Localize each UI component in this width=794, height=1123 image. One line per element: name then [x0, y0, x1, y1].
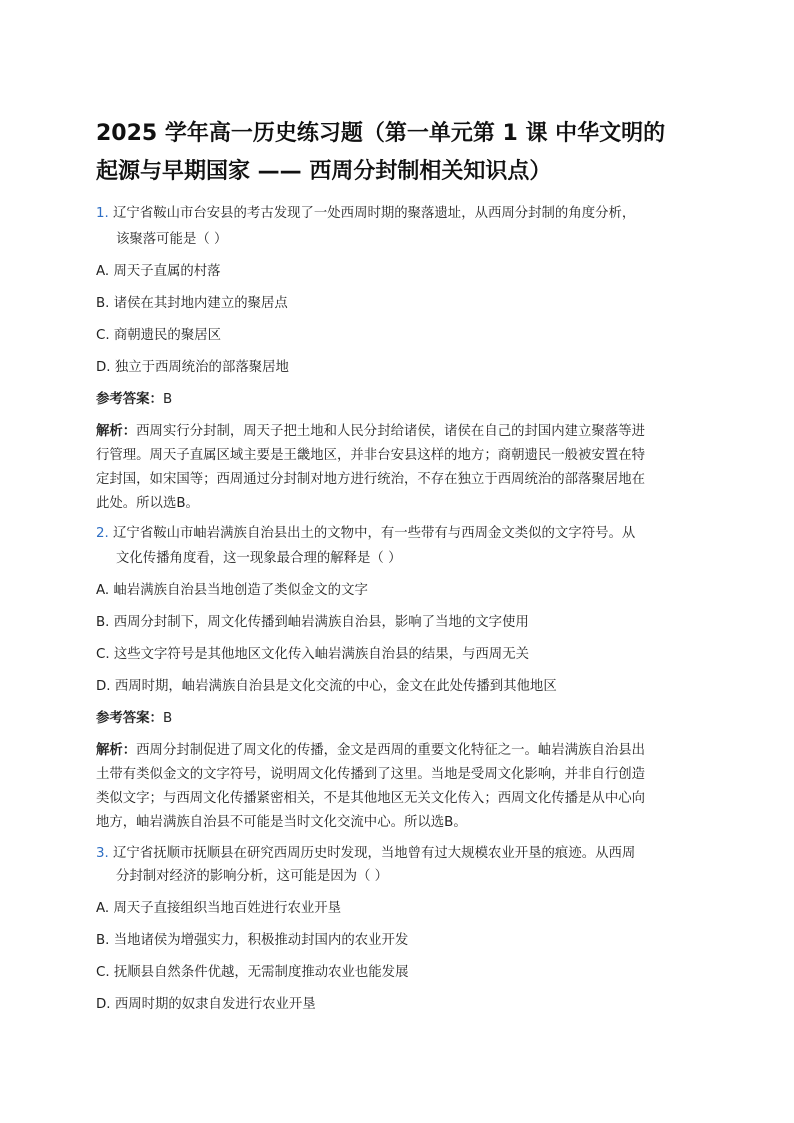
question-3-option-b: B. 当地诸侯为增强实力，积极推动封国内的农业开发 — [96, 933, 409, 948]
question-2-analysis-line-3: 类似文字；与西周文化传播紧密相关，不是其他地区无关文化传入；西周文化传播是从中心向 — [96, 791, 646, 806]
question-3-option-a: A. 周天子直接组织当地百姓进行农业开垦 — [96, 901, 342, 916]
question-1-option-b: B. 诸侯在其封地内建立的聚居点 — [96, 296, 288, 311]
question-1-analysis-line-3: 定封国，如宋国等；西周通过分封制对地方进行统治，不存在独立于西周统治的部落聚居地在 — [96, 472, 646, 487]
question-1-stem — [96, 205, 635, 223]
question-2-option-d: D. 西周时期，岫岩满族自治县是文化交流的中心，金文在此处传播到其他地区 — [96, 679, 557, 694]
analysis-label: 解析： — [96, 424, 137, 439]
question-stem-line: 辽宁省鞍山市台安县的考古发现了一处西周时期的聚落遗址，从西周分封制的角度分析， — [113, 206, 636, 221]
document-title-line-1: 2025 学年高一历史练习题（第一单元第 1 课 中华文明的 — [96, 121, 666, 146]
question-1-analysis-line-1 — [96, 423, 645, 441]
answer-label: 参考答案： — [96, 711, 163, 726]
question-2-analysis-line-2: 土带有类似金文的文字符号，说明周文化传播到了这里。当地是受周文化影响，并非自行创造 — [96, 767, 646, 782]
question-2-option-c: C. 这些文字符号是其他地区文化传入岫岩满族自治县的结果，与西周无关 — [96, 647, 529, 662]
question-1-answer — [96, 391, 172, 409]
question-1-analysis-line-2: 行管理。周天子直属区域主要是王畿地区，并非台安县这样的地方；商朝遗民一般被安置在特 — [96, 448, 646, 463]
question-stem-line: 辽宁省鞍山市岫岩满族自治县出土的文物中，有一些带有与西周金文类似的文字符号。从 — [113, 526, 636, 541]
question-2-stem-cont: 文化传播角度看，这一现象最合理的解释是（ ） — [116, 551, 402, 566]
question-number: 3. — [96, 846, 109, 861]
question-1-option-d: D. 独立于西周统治的部落聚居地 — [96, 360, 289, 375]
question-3-stem-cont: 分封制对经济的影响分析，这可能是因为（ ） — [116, 869, 389, 884]
question-2-analysis-line-1 — [96, 742, 645, 760]
question-2-option-a: A. 岫岩满族自治县当地创造了类似金文的文字 — [96, 583, 368, 598]
document-title-line-2: 起源与早期国家 —— 西周分封制相关知识点） — [96, 159, 552, 184]
question-1-option-c: C. 商朝遗民的聚居区 — [96, 328, 221, 343]
question-2-analysis-line-4: 地方，岫岩满族自治县不可能是当时文化交流中心。所以选B。 — [96, 815, 467, 830]
question-3-option-c: C. 抚顺县自然条件优越，无需制度推动农业也能发展 — [96, 965, 409, 980]
question-3-option-d: D. 西周时期的奴隶自发进行农业开垦 — [96, 997, 316, 1012]
question-number: 2. — [96, 526, 109, 541]
question-2-answer — [96, 710, 172, 728]
question-number: 1. — [96, 206, 109, 221]
answer-value: B — [162, 711, 173, 726]
analysis-text: 西周分封制促进了周文化的传播，金文是西周的重要文化特征之一。岫岩满族自治县出 — [136, 743, 646, 758]
question-1-analysis-line-4: 此处。所以选B。 — [96, 496, 199, 511]
question-stem-line: 辽宁省抚顺市抚顺县在研究西周历史时发现，当地曾有过大规模农业开垦的痕迹。从西周 — [113, 846, 636, 861]
question-3-stem — [96, 845, 635, 863]
question-1-stem-cont: 该聚落可能是（ ） — [116, 232, 228, 247]
analysis-text: 西周实行分封制，周天子把土地和人民分封给诸侯，诸侯在自己的封国内建立聚落等进 — [136, 424, 646, 439]
question-1-option-a: A. 周天子直属的村落 — [96, 264, 221, 279]
question-2-option-b: B. 西周分封制下，周文化传播到岫岩满族自治县，影响了当地的文字使用 — [96, 615, 529, 630]
question-2-stem — [96, 525, 635, 543]
answer-value: B — [162, 392, 173, 407]
analysis-label: 解析： — [96, 743, 137, 758]
answer-label: 参考答案： — [96, 392, 163, 407]
